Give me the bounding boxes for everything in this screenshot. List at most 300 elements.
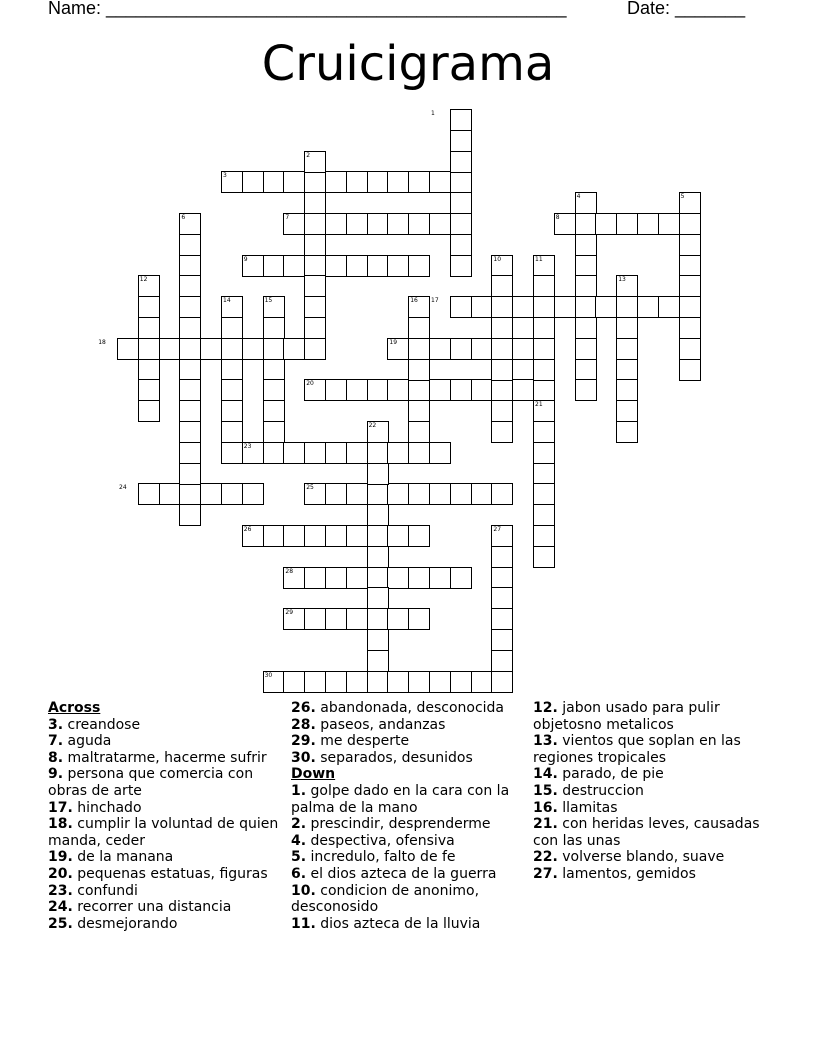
- crossword-cell[interactable]: [263, 442, 285, 464]
- clue-num: 26.: [291, 700, 316, 716]
- crossword-cell[interactable]: [387, 171, 409, 193]
- crossword-cell[interactable]: [263, 255, 285, 277]
- crossword-cell[interactable]: [408, 525, 430, 547]
- crossword-cell[interactable]: [512, 379, 534, 401]
- crossword-cell[interactable]: [408, 379, 430, 401]
- crossword-cell[interactable]: [179, 483, 201, 505]
- crossword-cell[interactable]: [450, 171, 472, 193]
- crossword-cell[interactable]: [575, 234, 597, 256]
- crossword-cell[interactable]: [575, 255, 597, 277]
- crossword-cell[interactable]: [575, 338, 597, 360]
- crossword-cell[interactable]: [221, 379, 243, 401]
- crossword-cell[interactable]: [387, 567, 409, 589]
- crossword-cell[interactable]: [387, 255, 409, 277]
- crossword-cell[interactable]: [679, 234, 701, 256]
- page-title: Cruicigrama: [261, 36, 555, 92]
- crossword-cell[interactable]: [387, 671, 409, 693]
- crossword-cell[interactable]: [408, 421, 430, 443]
- crossword-cell[interactable]: [616, 379, 638, 401]
- crossword-cell[interactable]: [408, 671, 430, 693]
- crossword-cell[interactable]: [450, 151, 472, 173]
- crossword-cell[interactable]: [304, 442, 326, 464]
- crossword-cell[interactable]: [575, 213, 597, 235]
- crossword-cell[interactable]: [283, 525, 305, 547]
- clue-item: [48, 766, 280, 799]
- crossword-cell[interactable]: [533, 442, 555, 464]
- crossword-cell[interactable]: [491, 608, 513, 630]
- clue-number: 20: [306, 380, 314, 388]
- crossword-cell[interactable]: [408, 567, 430, 589]
- crossword-cell[interactable]: [595, 213, 617, 235]
- crossword-cell[interactable]: [138, 483, 160, 505]
- clue-text: paseos, andanzas: [320, 716, 446, 733]
- crossword-cell[interactable]: [179, 400, 201, 422]
- crossword-cell[interactable]: [491, 567, 513, 589]
- clue-item: [533, 849, 773, 866]
- name-field-label: Name: ______________________________________________: [48, 0, 567, 18]
- clue-item: [48, 866, 280, 883]
- clue-text: confundi: [77, 882, 138, 899]
- clue-num: 3.: [48, 716, 64, 733]
- clue-text: con heridas leves, causadas con las unas: [533, 816, 760, 849]
- crossword-cell[interactable]: [179, 296, 201, 318]
- crossword-cell[interactable]: [263, 338, 285, 360]
- crossword-cell[interactable]: [616, 213, 638, 235]
- crossword-cell[interactable]: [346, 671, 368, 693]
- crossword-cell[interactable]: [533, 463, 555, 485]
- crossword-cell[interactable]: [450, 234, 472, 256]
- crossword-cell[interactable]: [263, 525, 285, 547]
- clue-number: 4: [576, 193, 581, 201]
- crossword-cell[interactable]: [387, 608, 409, 630]
- clue-number: 12: [139, 276, 148, 284]
- clue-text: incredulo, falto de fe: [310, 849, 456, 866]
- crossword-cell[interactable]: [533, 296, 555, 318]
- crossword-cell[interactable]: [346, 171, 368, 193]
- crossword-cell[interactable]: [283, 442, 305, 464]
- crossword-cell[interactable]: [304, 608, 326, 630]
- clue-num: 10.: [291, 882, 316, 899]
- clue-item: [291, 733, 523, 750]
- crossword-cell[interactable]: [200, 338, 222, 360]
- crossword-cell[interactable]: [533, 421, 555, 443]
- crossword-cell[interactable]: [263, 171, 285, 193]
- crossword-cell[interactable]: [512, 338, 534, 360]
- crossword-cell[interactable]: [408, 213, 430, 235]
- crossword-cell[interactable]: [387, 442, 409, 464]
- down-heading: Down: [291, 766, 336, 783]
- crossword-cell[interactable]: [304, 171, 326, 193]
- crossword-cell[interactable]: [346, 442, 368, 464]
- crossword-cell[interactable]: [367, 504, 389, 526]
- date-field-label: Date: _______: [627, 0, 746, 18]
- crossword-cell[interactable]: [159, 483, 181, 505]
- clue-number: 15: [264, 297, 273, 305]
- clue-number: 21: [535, 401, 543, 409]
- crossword-cell[interactable]: [533, 317, 555, 339]
- crossword-cell[interactable]: [283, 338, 305, 360]
- crossword-cell[interactable]: [450, 130, 472, 152]
- clue-num: 12.: [533, 700, 558, 716]
- crossword-cell[interactable]: [471, 483, 493, 505]
- crossword-cell[interactable]: [387, 213, 409, 235]
- clue-number: 7: [285, 214, 290, 221]
- crossword-cell[interactable]: [346, 379, 368, 401]
- crossword-cell[interactable]: [429, 483, 451, 505]
- crossword-cell[interactable]: [429, 213, 451, 235]
- crossword-cell[interactable]: [387, 525, 409, 547]
- clue-number: 2: [306, 151, 311, 159]
- crossword-cell[interactable]: [450, 379, 472, 401]
- crossword-cell[interactable]: [450, 109, 472, 131]
- crossword-cell[interactable]: [408, 483, 430, 505]
- crossword-cell[interactable]: [304, 275, 326, 297]
- crossword-cell[interactable]: [179, 255, 201, 277]
- clue-number: 18: [98, 338, 106, 346]
- crossword-cell[interactable]: [200, 483, 222, 505]
- clue-num: 9.: [48, 766, 64, 783]
- clue-num: 13.: [533, 733, 558, 750]
- crossword-cell[interactable]: [179, 504, 201, 526]
- crossword-cell[interactable]: [595, 296, 617, 318]
- crossword-cell[interactable]: [575, 379, 597, 401]
- clue-item: [533, 800, 773, 817]
- crossword-cell[interactable]: [408, 608, 430, 630]
- crossword-cell[interactable]: [283, 671, 305, 693]
- clue-num: 23.: [48, 882, 73, 899]
- crossword-cell[interactable]: [242, 171, 264, 193]
- crossword-cell[interactable]: [221, 338, 243, 360]
- crossword-cell[interactable]: [429, 171, 451, 193]
- crossword-cell[interactable]: [429, 567, 451, 589]
- clue-item: [533, 783, 773, 800]
- clue-item: [533, 700, 773, 733]
- clue-number: 29: [285, 609, 294, 617]
- clue-item: [48, 800, 280, 817]
- crossword-cell[interactable]: [491, 275, 513, 297]
- crossword-cell[interactable]: [491, 421, 513, 443]
- crossword-cell[interactable]: [679, 338, 701, 360]
- crossword-cell[interactable]: [367, 525, 389, 547]
- crossword-cell[interactable]: [554, 296, 576, 318]
- clue-text: pequenas estatuas, figuras: [77, 865, 268, 882]
- crossword-cell[interactable]: [450, 213, 472, 235]
- crossword-cell[interactable]: [450, 192, 472, 214]
- crossword-cell[interactable]: [387, 379, 409, 401]
- crossword-cell[interactable]: [304, 567, 326, 589]
- crossword-cell[interactable]: [408, 442, 430, 464]
- crossword-cell[interactable]: [346, 525, 368, 547]
- clues-column-3: [533, 700, 773, 883]
- crossword-cell[interactable]: [491, 379, 513, 401]
- crossword-cell[interactable]: [429, 671, 451, 693]
- crossword-cell[interactable]: [616, 317, 638, 339]
- crossword-cell[interactable]: [367, 587, 389, 609]
- crossword-cell[interactable]: [283, 171, 305, 193]
- crossword-cell[interactable]: [325, 567, 347, 589]
- crossword-cell[interactable]: [304, 525, 326, 547]
- crossword-cell[interactable]: [450, 296, 472, 318]
- crossword-cell[interactable]: [304, 296, 326, 318]
- clue-item: [291, 883, 523, 916]
- clue-item: [533, 816, 773, 849]
- clue-item: [48, 733, 280, 750]
- crossword-cell[interactable]: [367, 213, 389, 235]
- crossword-cell[interactable]: [679, 359, 701, 381]
- crossword-cell[interactable]: [325, 483, 347, 505]
- clue-num: 11.: [291, 915, 316, 932]
- crossword-cell[interactable]: [138, 359, 160, 381]
- crossword-cell[interactable]: [616, 359, 638, 381]
- crossword-cell[interactable]: [367, 171, 389, 193]
- crossword-cell[interactable]: [346, 483, 368, 505]
- crossword-cell[interactable]: [221, 400, 243, 422]
- crossword-cell[interactable]: [367, 608, 389, 630]
- clue-item: [533, 866, 773, 883]
- crossword-cell[interactable]: [325, 255, 347, 277]
- crossword-cell[interactable]: [491, 317, 513, 339]
- clue-number: 10: [493, 255, 502, 263]
- crossword-cell[interactable]: [491, 338, 513, 360]
- crossword-cell[interactable]: [179, 317, 201, 339]
- crossword-cell[interactable]: [679, 296, 701, 318]
- crossword-cell[interactable]: [575, 317, 597, 339]
- crossword-cell[interactable]: [491, 587, 513, 609]
- crossword-cell[interactable]: [242, 338, 264, 360]
- crossword-cell[interactable]: [304, 671, 326, 693]
- clue-item: [291, 916, 523, 933]
- crossword-cell[interactable]: [367, 442, 389, 464]
- crossword-cell[interactable]: [221, 317, 243, 339]
- crossword-cell[interactable]: [533, 338, 555, 360]
- crossword-cell[interactable]: [263, 379, 285, 401]
- crossword-cell[interactable]: [491, 400, 513, 422]
- crossword-cell[interactable]: [304, 192, 326, 214]
- clue-number: 23: [243, 442, 252, 450]
- crossword-cell[interactable]: [179, 275, 201, 297]
- crossword-cell[interactable]: [283, 255, 305, 277]
- clue-text: vientos que soplan en las regiones tropicales: [533, 733, 741, 766]
- clue-text: me desperte: [320, 733, 410, 750]
- crossword-cell[interactable]: [491, 546, 513, 568]
- crossword-cell[interactable]: [679, 317, 701, 339]
- crossword-cell[interactable]: [179, 421, 201, 443]
- clue-item: [291, 866, 523, 883]
- crossword-cell[interactable]: [429, 379, 451, 401]
- crossword-cell[interactable]: [367, 379, 389, 401]
- crossword-cell[interactable]: [367, 255, 389, 277]
- crossword-cell[interactable]: [325, 213, 347, 235]
- crossword-cell[interactable]: [408, 400, 430, 422]
- crossword-cell[interactable]: [304, 234, 326, 256]
- crossword-cell[interactable]: [304, 317, 326, 339]
- clue-text: jabon usado para pulir objetosno metalicos: [533, 700, 720, 733]
- crossword-cell[interactable]: [138, 379, 160, 401]
- crossword-cell[interactable]: [346, 213, 368, 235]
- crossword-cell[interactable]: [304, 255, 326, 277]
- crossword-cell[interactable]: [138, 296, 160, 318]
- clue-text: parado, de pie: [562, 766, 664, 783]
- crossword-cell[interactable]: [575, 359, 597, 381]
- crossword-cell[interactable]: [263, 317, 285, 339]
- crossword-cell[interactable]: [471, 296, 493, 318]
- crossword-cell[interactable]: [325, 671, 347, 693]
- crossword-cell[interactable]: [221, 442, 243, 464]
- crossword-cell[interactable]: [471, 671, 493, 693]
- crossword-cell[interactable]: [471, 379, 493, 401]
- clue-item: [48, 883, 280, 900]
- clue-num: 8.: [48, 749, 64, 766]
- crossword-cell[interactable]: [616, 400, 638, 422]
- crossword-cell[interactable]: [429, 338, 451, 360]
- crossword-cell[interactable]: [637, 296, 659, 318]
- clue-text: persona que comercia con obras de arte: [48, 766, 254, 799]
- crossword-cell[interactable]: [179, 234, 201, 256]
- crossword-cell[interactable]: [221, 421, 243, 443]
- crossword-cell[interactable]: [491, 359, 513, 381]
- crossword-cell[interactable]: [346, 608, 368, 630]
- crossword-cell[interactable]: [325, 171, 347, 193]
- crossword-cell[interactable]: [346, 567, 368, 589]
- crossword-cell[interactable]: [138, 317, 160, 339]
- crossword-cell[interactable]: [491, 483, 513, 505]
- crossword-cell[interactable]: [263, 421, 285, 443]
- crossword-cell[interactable]: [325, 442, 347, 464]
- crossword-cell[interactable]: [221, 483, 243, 505]
- clue-number: 3: [223, 172, 227, 180]
- crossword-cell[interactable]: [575, 296, 597, 318]
- crossword-cell[interactable]: [408, 171, 430, 193]
- crossword-cell[interactable]: [450, 483, 472, 505]
- crossword-cell[interactable]: [533, 483, 555, 505]
- crossword-cell[interactable]: [491, 629, 513, 651]
- crossword-cell[interactable]: [325, 608, 347, 630]
- crossword-cell[interactable]: [367, 629, 389, 651]
- crossword-cell[interactable]: [533, 525, 555, 547]
- crossword-cell[interactable]: [367, 650, 389, 672]
- crossword-cell[interactable]: [429, 442, 451, 464]
- crossword-cell[interactable]: [179, 379, 201, 401]
- crossword-cell[interactable]: [616, 421, 638, 443]
- clues-column-1: [48, 700, 280, 932]
- crossword-cell[interactable]: [408, 359, 430, 381]
- crossword-cell[interactable]: [512, 296, 534, 318]
- crossword-cell[interactable]: [575, 275, 597, 297]
- clue-item: [291, 717, 523, 734]
- crossword-cell[interactable]: [491, 296, 513, 318]
- crossword-cell[interactable]: [408, 255, 430, 277]
- crossword-cell[interactable]: [616, 338, 638, 360]
- crossword-cell[interactable]: [367, 567, 389, 589]
- crossword-cell[interactable]: [658, 213, 680, 235]
- crossword-cell[interactable]: [533, 275, 555, 297]
- crossword-cell[interactable]: [325, 525, 347, 547]
- crossword-cell[interactable]: [658, 296, 680, 318]
- crossword-cell[interactable]: [179, 359, 201, 381]
- crossword-cell[interactable]: [221, 359, 243, 381]
- crossword-cell[interactable]: [679, 275, 701, 297]
- clue-num: 14.: [533, 766, 558, 783]
- crossword-cell[interactable]: [408, 317, 430, 339]
- clue-item: [48, 717, 280, 734]
- clue-num: 6.: [291, 865, 307, 882]
- clue-number: 1: [431, 110, 435, 117]
- clue-text: golpe dado en la cara con la palma de la mano: [291, 782, 510, 816]
- crossword-cell[interactable]: [471, 338, 493, 360]
- crossword-cell[interactable]: [263, 359, 285, 381]
- crossword-cell[interactable]: [616, 296, 638, 318]
- crossword-cell[interactable]: [387, 483, 409, 505]
- crossword-cell[interactable]: [179, 338, 201, 360]
- crossword-cell[interactable]: [367, 546, 389, 568]
- clue-text: el dios azteca de la guerra: [310, 865, 497, 882]
- clue-num: 22.: [533, 849, 558, 866]
- crossword-cell[interactable]: [138, 400, 160, 422]
- clue-num: 18.: [48, 816, 73, 833]
- clue-num: 29.: [291, 733, 316, 750]
- crossword-cell[interactable]: [679, 255, 701, 277]
- clue-item: [48, 899, 280, 916]
- crossword-cell[interactable]: [325, 379, 347, 401]
- crossword-cell[interactable]: [242, 483, 264, 505]
- clue-num: 17.: [48, 799, 73, 816]
- clue-number: 28: [285, 567, 294, 575]
- clue-item: [291, 783, 523, 816]
- crossword-cell[interactable]: [179, 463, 201, 485]
- crossword-cell[interactable]: [533, 504, 555, 526]
- crossword-cell[interactable]: [263, 400, 285, 422]
- crossword-cell[interactable]: [491, 650, 513, 672]
- clue-num: 25.: [48, 915, 73, 932]
- crossword-cell[interactable]: [533, 359, 555, 381]
- crossword-cell[interactable]: [679, 213, 701, 235]
- clue-number: 26: [243, 526, 252, 533]
- crossword-cell[interactable]: [491, 671, 513, 693]
- clue-item: [533, 733, 773, 766]
- crossword-cell[interactable]: [450, 255, 472, 277]
- clue-text: despectiva, ofensiva: [310, 832, 455, 849]
- clue-number: 27: [493, 526, 502, 533]
- crossword-cell[interactable]: [637, 213, 659, 235]
- crossword-cell[interactable]: [408, 338, 430, 360]
- crossword-cell[interactable]: [304, 213, 326, 235]
- clue-text: creandose: [67, 716, 141, 733]
- crossword-cell[interactable]: [367, 463, 389, 485]
- crossword-cell[interactable]: [450, 338, 472, 360]
- crossword-cell[interactable]: [367, 483, 389, 505]
- crossword-cell[interactable]: [159, 338, 181, 360]
- crossword-cell[interactable]: [367, 671, 389, 693]
- clue-text: destruccion: [562, 782, 644, 799]
- crossword-cell[interactable]: [533, 379, 555, 401]
- crossword-cell[interactable]: [533, 546, 555, 568]
- crossword-cell[interactable]: [179, 442, 201, 464]
- crossword-cell[interactable]: [450, 671, 472, 693]
- crossword-cell[interactable]: [304, 338, 326, 360]
- clue-text: llamitas: [562, 799, 618, 816]
- crossword-cell[interactable]: [138, 338, 160, 360]
- crossword-cell[interactable]: [117, 338, 139, 360]
- clue-num: 30.: [291, 749, 316, 766]
- clue-num: 1.: [291, 782, 307, 799]
- clue-item: [48, 816, 280, 849]
- clues-column-2: [291, 700, 523, 932]
- clue-item: [291, 750, 523, 767]
- crossword-cell[interactable]: [450, 567, 472, 589]
- clue-number: 6: [181, 214, 186, 221]
- crossword-cell[interactable]: [346, 255, 368, 277]
- clue-num: 28.: [291, 716, 316, 733]
